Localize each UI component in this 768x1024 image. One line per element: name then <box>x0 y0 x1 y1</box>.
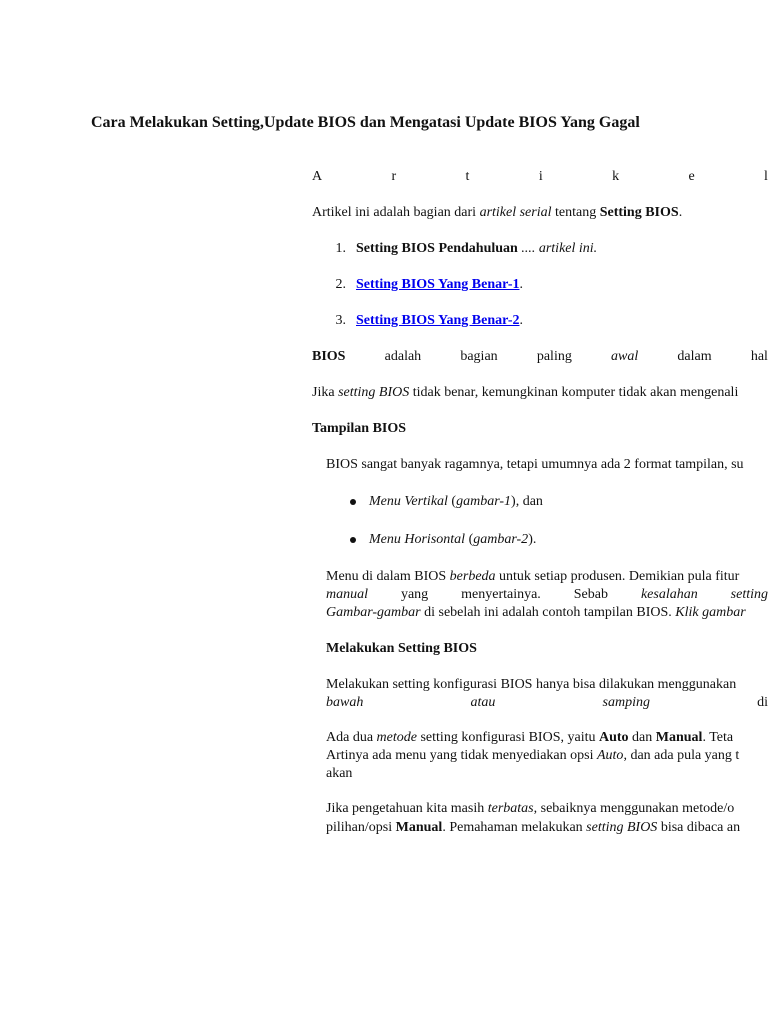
spaced-heading: A r t i k e l <box>312 169 768 184</box>
menu-paragraph-line-1: Menu di dalam BIOS berbeda untuk setiap produsen. Demikian pula fitur <box>326 569 740 584</box>
list-item: Menu Vertikal (gambar-1), dan <box>326 493 543 511</box>
link-setting-bios-benar-2[interactable]: Setting BIOS Yang Benar-2 <box>356 313 520 328</box>
list-item: 1. Setting BIOS Pendahuluan .... artikel ini. <box>335 241 598 256</box>
menu-paragraph-line-2: manual yang menyertainya. Sebab kesalahan setting <box>326 587 768 602</box>
melakukan-paragraph-line-2: bawah atau samping di <box>326 695 768 710</box>
bios-paragraph: BIOS adalah bagian paling awal dalam hal <box>312 349 768 364</box>
metode-paragraph-line-1: Ada dua metode setting konfigurasi BIOS, yaitu Auto dan Manual. Teta <box>326 730 734 745</box>
section-heading-melakukan: Melakukan Setting BIOS <box>326 641 477 656</box>
intro-paragraph: Artikel ini adalah bagian dari artikel serial tentang Setting BIOS. <box>312 205 683 220</box>
section-heading-tampilan: Tampilan BIOS <box>312 421 407 436</box>
bullet-icon <box>350 499 356 505</box>
pengetahuan-paragraph-line-1: Jika pengetahuan kita masih terbatas, sebaiknya menggunakan metode/o <box>326 801 735 816</box>
link-setting-bios-benar-1[interactable]: Setting BIOS Yang Benar-1 <box>356 277 520 292</box>
list-item: 3. Setting BIOS Yang Benar-2. <box>335 313 523 328</box>
bullet-icon <box>350 537 356 543</box>
metode-paragraph-line-3: akan <box>326 766 353 781</box>
menu-paragraph-line-3: Gambar-gambar di sebelah ini adalah contoh tampilan BIOS. Klik gambar <box>326 605 746 620</box>
metode-paragraph-line-2: Artinya ada menu yang tidak menyediakan opsi Auto, dan ada pula yang t <box>326 748 740 763</box>
page-title: Cara Melakukan Setting,Update BIOS dan Mengatasi Update BIOS Yang Gagal <box>91 114 640 131</box>
tampilan-paragraph: BIOS sangat banyak ragamnya, tetapi umumnya ada 2 format tampilan, su <box>326 457 744 472</box>
list-item: Menu Horisontal (gambar-2). <box>326 531 536 549</box>
list-item: 2. Setting BIOS Yang Benar-1. <box>335 277 523 292</box>
pengetahuan-paragraph-line-2: pilihan/opsi Manual. Pemahaman melakukan setting BIOS bisa dibaca an <box>326 820 741 835</box>
melakukan-paragraph-line-1: Melakukan setting konfigurasi BIOS hanya bisa dilakukan menggunakan <box>326 677 737 692</box>
jika-paragraph: Jika setting BIOS tidak benar, kemungkinan komputer tidak akan mengenali <box>312 385 739 400</box>
